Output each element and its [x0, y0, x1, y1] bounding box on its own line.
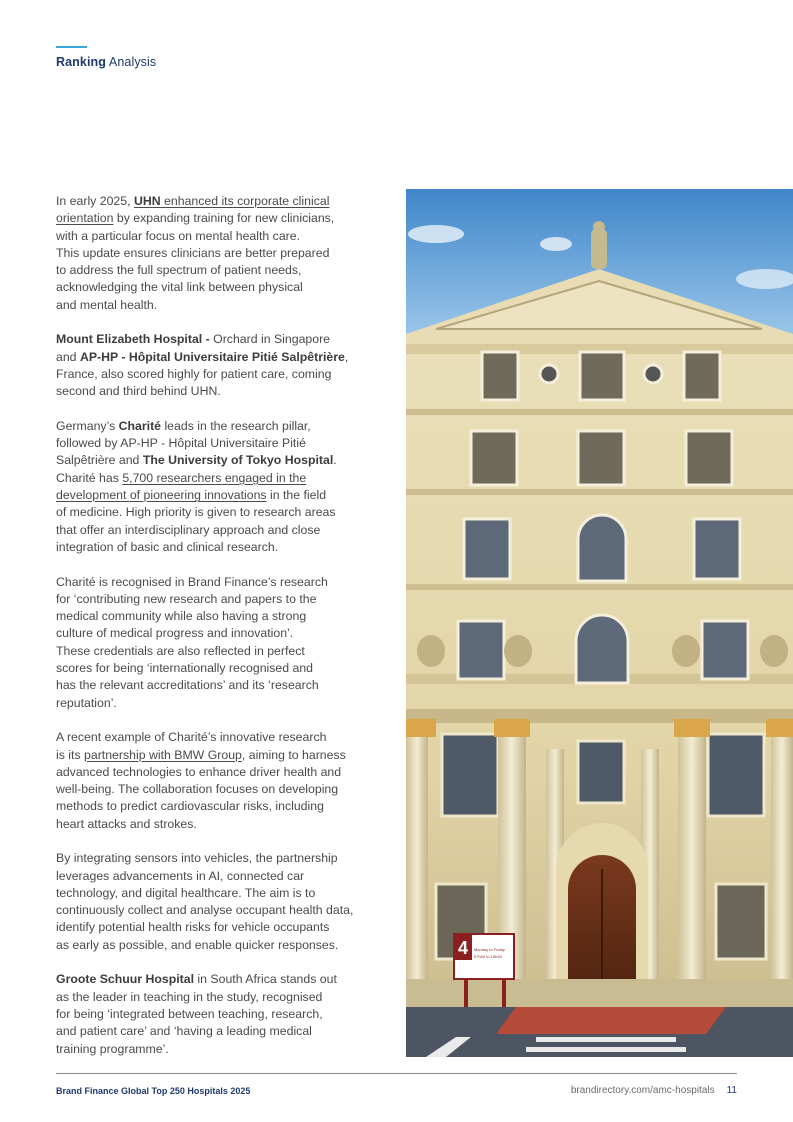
column — [771, 729, 793, 979]
article-body — [56, 193, 386, 1058]
uhn-link[interactable]: UHN enhanced its corporate clinical — [133, 194, 330, 208]
svg-text:Monday to Friday: Monday to Friday — [474, 947, 505, 952]
page-number: 11 — [726, 1085, 737, 1096]
paragraph-patient-care: Mount Elizabeth Hospital - Orchard in Singapore and AP-HP - Hôpital Universitaire Pitié Salpêtrière, France, also scored highly for patient care, coming second and third behind UHN. — [56, 332, 349, 399]
paragraph-charite-recognition: Charité is recognised in Brand Finance’s research for ‘contributing new research and papers to the medical community while also having a strong culture of medical progress and innovation’. These credentials are also reflected in perfect scores for being ‘internationally recognised and has the relevant accreditations’ and its ‘research reputation’. — [56, 574, 328, 710]
bmw-partnership-link[interactable]: partnership with BMW Group — [84, 747, 242, 762]
svg-text:07h30 to 15h30: 07h30 to 15h30 — [474, 954, 502, 959]
paragraph-uhn: In early 2025, UHN enhanced its corporate clinical orientation by expanding training for new clinicians, with a particular focus on mental health care. This update ensures clinicians are better prepared to address the full spectrum of patient needs, acknowledging the vital link between physical and mental health. — [56, 194, 335, 312]
column — [678, 729, 706, 979]
footer-right — [571, 1085, 737, 1096]
hospital-photo — [406, 189, 793, 1057]
uhn-link-cont[interactable]: orientation — [56, 211, 114, 226]
section-accent-bar — [56, 46, 87, 48]
section-header-rest: Analysis — [106, 55, 157, 69]
paragraph-sensors: By integrating sensors into vehicles, the partnership leverages advancements in AI, connected car technology, and digital healthcare. The aim is to continuously collect and analyse occupant health data, identify potential health risks for vehicle occupants as early as possible, and enable quicker responses. — [56, 851, 354, 952]
section-header — [56, 55, 156, 69]
footer-publication-title: Brand Finance Global Top 250 Hospitals 2025 — [56, 1086, 251, 1096]
svg-text:4: 4 — [458, 938, 469, 958]
rooftop-statue — [591, 229, 607, 269]
researchers-link[interactable]: 5,700 researchers engaged in the — [122, 470, 307, 485]
section-header-bold: Ranking — [56, 55, 107, 69]
footer-rule — [56, 1073, 737, 1074]
paragraph-research: Germany’s Charité leads in the research pillar, followed by AP-HP - Hôpital Universitaire Pitié Salpêtrière and The University of Tokyo Hospital. Charité has 5,700 researchers engaged in the development of pioneering innovations in the field of medicine. High priority is given to research areas that offer an interdisciplinary approach and close integration of basic and clinical research. — [56, 418, 337, 554]
researchers-link-cont[interactable]: development of pioneering innovations — [56, 488, 267, 503]
paragraph-groote-schuur: Groote Schuur Hospital in South Africa stands out as the leader in teaching in the study, recognised for being ‘integrated between teaching, research, and patient care’ and ‘having a leading medical training programme’. — [56, 972, 337, 1056]
paragraph-bmw: A recent example of Charité’s innovative research is its partnership with BMW Group, aiming to harness advanced technologies to enhance driver health and well-being. The collaboration focuses on developing methods to predict cardiovascular risks, including heart attacks and strokes. — [56, 730, 346, 831]
footer-url-link[interactable]: brandirectory.com/amc-hospitals — [570, 1085, 715, 1096]
column — [406, 729, 428, 979]
